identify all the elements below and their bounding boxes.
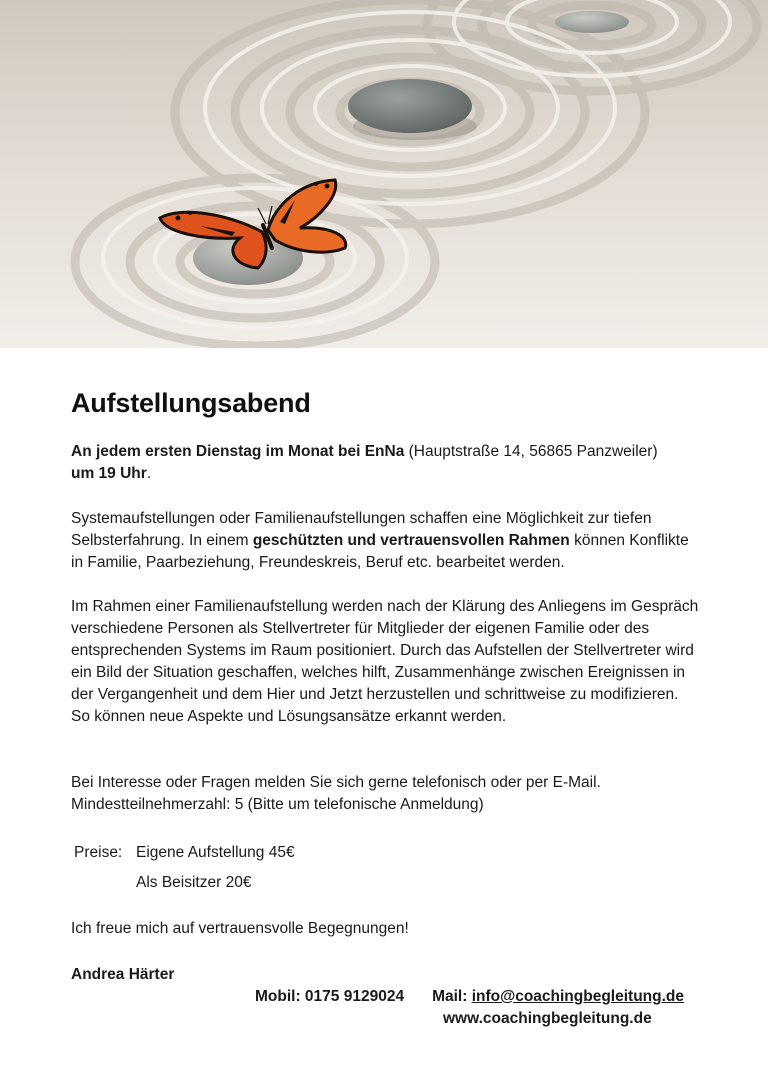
price-own-setup: Eigene Aufstellung 45€ xyxy=(136,844,295,861)
mail-label: Mail: xyxy=(432,988,472,1005)
contact-block xyxy=(255,986,715,1030)
description-text-b: können Konflikte in Familie, Paarbeziehung, Freundeskreis, Beruf etc. bearbeitet werden. xyxy=(71,532,689,571)
stone-top xyxy=(555,11,629,33)
price-row-observer xyxy=(74,874,251,892)
intro-bold-time: um 19 Uhr xyxy=(71,465,147,482)
intro-period: . xyxy=(146,465,152,482)
prices-label: Preise: xyxy=(74,844,123,861)
intro-address: (Hauptstraße 14, 56865 Panzweiler) xyxy=(404,443,658,460)
description-bold: geschützten und vertrauensvollen Rahmen xyxy=(252,532,570,549)
flyer-content xyxy=(71,388,701,1027)
hero-image xyxy=(0,0,768,348)
intro-paragraph xyxy=(71,441,701,485)
website-link[interactable]: www.coachingbegleitung.de xyxy=(443,1010,652,1027)
mobile-number: Mobil: 0175 9129024 xyxy=(255,988,405,1005)
description-text-a: Systemaufstellungen oder Familienaufstellungen schaffen eine Möglichkeit zur tiefen Selbsterfahrung. In einem xyxy=(71,510,652,549)
description-paragraph xyxy=(71,508,701,574)
stone-middle xyxy=(348,79,472,133)
process-paragraph: Im Rahmen einer Familienaufstellung werden nach der Klärung des Anliegens im Gespräch verschiedene Personen als Stellvertreter für Mitglieder der eigenen Familie oder des entsprechenden Systems im Raum positioniert. Durch das Aufstellen der Stellvertreter wird ein Bild der Situation geschaffen, welches hilft, Zusammenhänge zwischen Ereignissen in der Vergangenheit und dem Hier und Jetzt herzustellen und schrittweise zu modifizieren. So können neue Aspekte und Lösungsansätze erkannt werden. xyxy=(71,598,699,725)
signature-name: Andrea Härter xyxy=(71,966,175,983)
min-participants-line: Mindestteilnehmerzahl: 5 (Bitte um telefonische Anmeldung) xyxy=(71,796,484,813)
interest-line: Bei Interesse oder Fragen melden Sie sich gerne telefonisch oder per E-Mail. xyxy=(71,774,601,791)
intro-bold-date: An jedem ersten Dienstag im Monat bei EnNa xyxy=(71,443,405,460)
price-observer: Als Beisitzer 20€ xyxy=(136,874,252,891)
page-title: Aufstellungsabend xyxy=(71,388,311,418)
closing-line: Ich freue mich auf vertrauensvolle Begegnungen! xyxy=(71,920,409,937)
price-row-own xyxy=(74,844,295,862)
contact-info-paragraph xyxy=(71,772,701,816)
email-link[interactable]: info@coachingbegleitung.de xyxy=(471,988,684,1005)
